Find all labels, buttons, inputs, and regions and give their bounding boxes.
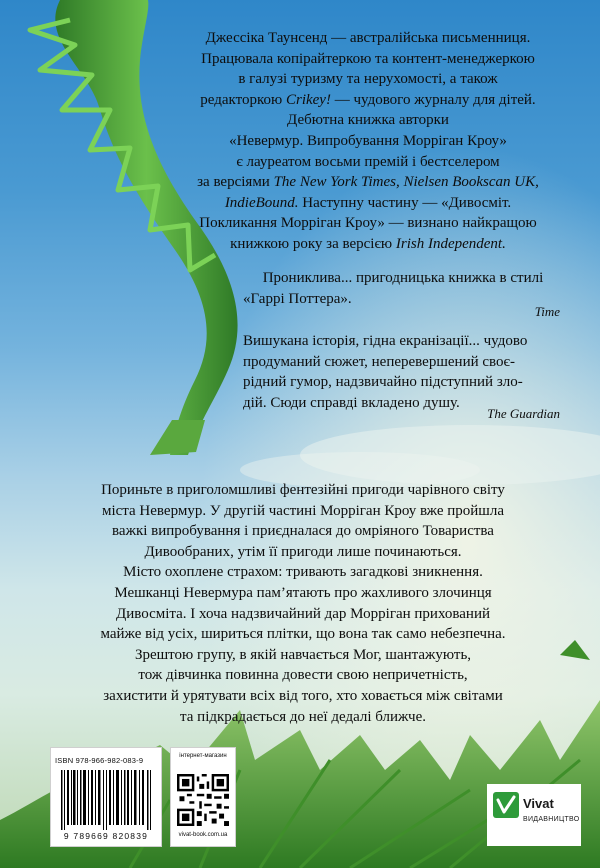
blurb-line: важкі випробування і приєдналася до омріяного Товариства xyxy=(112,523,494,540)
publisher-name: Vivat xyxy=(523,796,554,811)
bio-line: Джессіка Таунсенд — австралійська письменниця. xyxy=(205,30,531,46)
qr-caption: інтернет-магазин xyxy=(179,753,227,759)
bestseller-lists: The New York Times, Nielsen Bookscan UK, xyxy=(273,174,539,191)
blurb-line: Дивообраних, утім її пригоди лише починаються. xyxy=(144,543,462,560)
bio-line: Покликання Морріган Кроу» — визнано найкращою xyxy=(199,215,537,232)
bio-line: «Невермур. Випробування Морріган Кроу» xyxy=(229,132,507,149)
blurb-line: Зрештою групу, в якій навчається Мог, шантажують, xyxy=(134,646,472,663)
publisher-subtitle: ВИДАВНИЦТВО xyxy=(523,816,580,823)
bio-line: IndieBound. Наступну частину — «Дивосміт. xyxy=(224,194,512,211)
blurb-line: Мешканці Невермура пам’ятають про жахливого злочинця xyxy=(114,584,492,601)
blurb-line: тож дівчинка повинна довести свою непричетність, xyxy=(138,667,468,684)
quote-line: рідний гумор, надзвичайно підступний зло- xyxy=(243,374,523,391)
barcode-number: 9 789669 820839 xyxy=(63,831,149,841)
quote-source: Time xyxy=(534,304,560,319)
blurb-line: Пориньте в приголомшливі фентезійні пригоди чарівного світу xyxy=(101,482,505,498)
isbn-barcode-box xyxy=(50,747,162,847)
bio-line: книжкою року за версією Irish Independent. xyxy=(230,235,506,252)
qr-url: vivat-book.com.ua xyxy=(178,832,228,838)
quote-line: дій. Сюди справді вкладено душу. xyxy=(243,394,460,411)
author-bio xyxy=(140,28,596,255)
bio-line: за версіями The New York Times, Nielsen Bookscan UK, xyxy=(197,174,539,191)
newspaper-title: Irish Independent. xyxy=(395,235,506,252)
isbn-label: ISBN 978-966-982-083-9 xyxy=(55,756,144,765)
bio-line: в галузі туризму та нерухомості, а також xyxy=(238,71,498,88)
vivat-logo-icon xyxy=(493,792,519,818)
review-quote-guardian xyxy=(243,331,563,413)
bio-line: є лауреатом восьми премій і бестселером xyxy=(236,153,500,170)
quote-line: продуманий сюжет, неперевершений своє- xyxy=(243,353,515,370)
quote-source: The Guardian xyxy=(487,406,560,421)
blurb-line: Місто охоплене страхом: тривають загадкові зникнення. xyxy=(123,564,483,581)
blurb-line: майже від усіх, шириться плітки, що вона так само небезпечна. xyxy=(100,626,506,643)
qr-code-box xyxy=(170,747,236,847)
magazine-title: Crikey! xyxy=(285,91,331,108)
bio-line: Дебютна книжка авторки xyxy=(287,112,449,129)
blurb-line: Дивосміта. І хоча надзвичайний дар Морріган прихований xyxy=(115,605,491,622)
bio-line: Працювала копірайтеркою та контент-менеджеркою xyxy=(201,50,535,67)
quote-line: «Гаррі Поттера». xyxy=(243,290,352,307)
book-blurb xyxy=(50,480,556,727)
review-quote-time xyxy=(243,268,563,309)
qr-code-icon xyxy=(177,774,229,826)
bio-line: редакторкою Crikey! — чудового журналу для дітей. xyxy=(200,91,536,108)
bestseller-list-indiebound: IndieBound. xyxy=(224,194,299,211)
barcode-icon xyxy=(59,770,155,830)
quote-line: Вишукана історія, гідна екранізації... чудово xyxy=(243,333,528,349)
blurb-line: та підкрадається до неї дедалі ближче. xyxy=(180,708,426,725)
blurb-line: міста Невермур. У другій частині Морріган Кроу вже пройшла xyxy=(101,502,505,519)
publisher-logo xyxy=(487,784,581,846)
quote-line: Прониклива... пригодницька книжка в стилі xyxy=(262,270,544,286)
blurb-line: захистити й урятувати всіх від того, хто ховається між світами xyxy=(103,687,503,704)
